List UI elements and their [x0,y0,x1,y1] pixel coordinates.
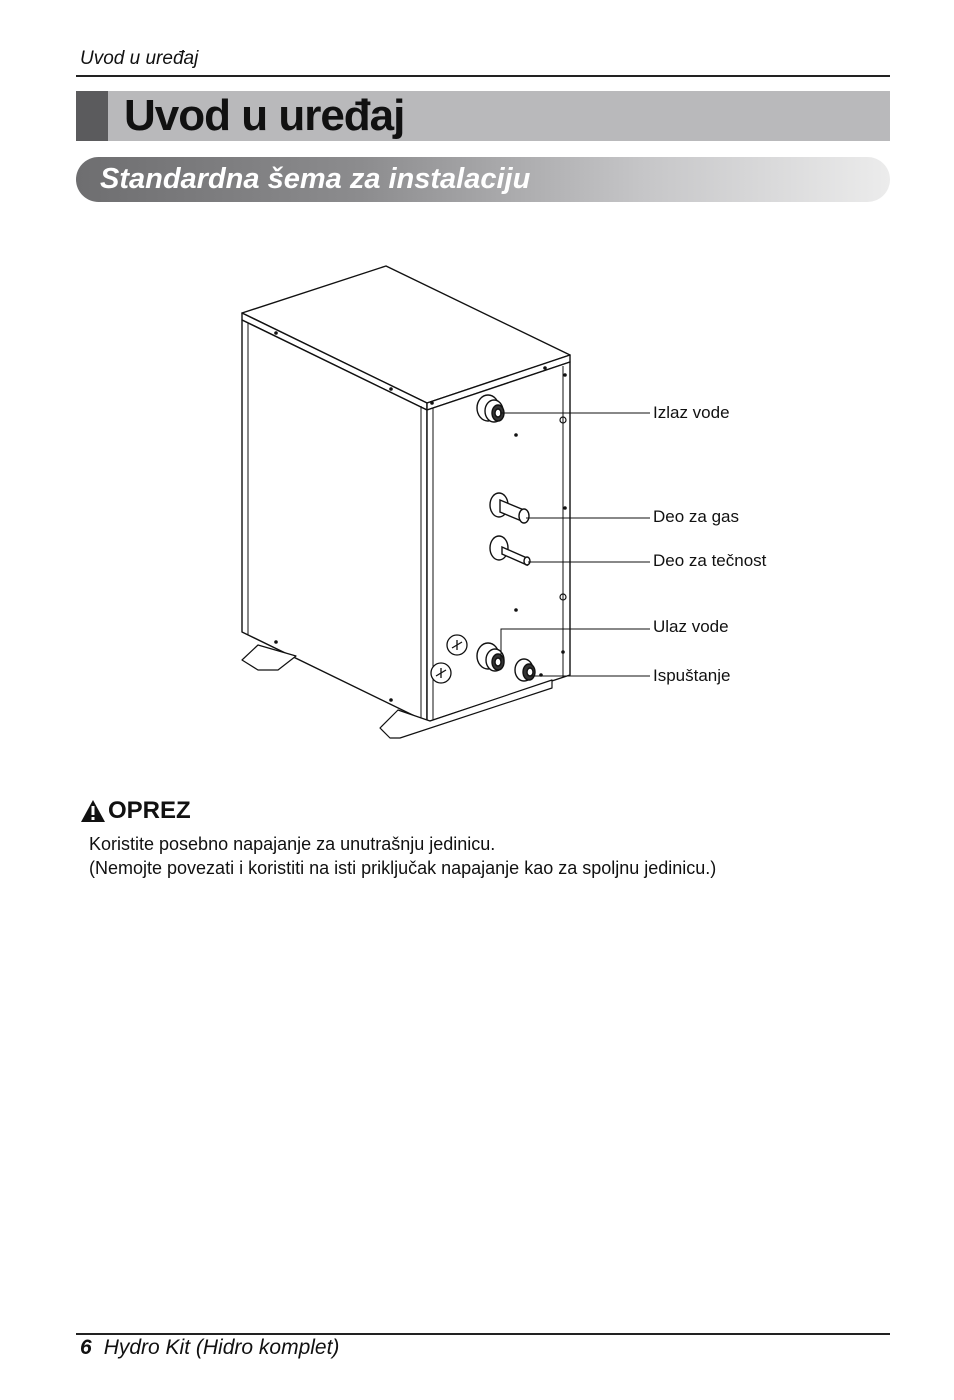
section-subtitle: Standardna šema za instalaciju [100,163,531,195]
caution-heading-text: OPREZ [108,797,191,824]
footer-title: Hydro Kit (Hidro komplet) [103,1336,340,1359]
running-header: Uvod u uređaj [80,48,199,69]
label-drain: Ispuštanje [653,666,731,685]
label-liquid-side: Deo za tečnost [653,551,767,570]
page-title: Uvod u uređaj [124,91,405,140]
label-water-inlet: Ulaz vode [653,617,729,636]
footer-rule [76,1333,890,1335]
warning-icon [80,799,106,823]
label-gas-side: Deo za gas [653,507,739,526]
caution-line-1: Koristite posebno napajanje za unutrašnju jedinicu. [89,834,496,854]
label-water-outlet: Izlaz vode [653,403,730,422]
caution-line-2: (Nemojte povezati i koristiti na isti priključak napajanje kao za spoljnu jedinicu.) [89,858,717,878]
caution-heading [80,797,191,825]
page-footer [80,1336,339,1360]
page-number: 6 [80,1336,92,1359]
